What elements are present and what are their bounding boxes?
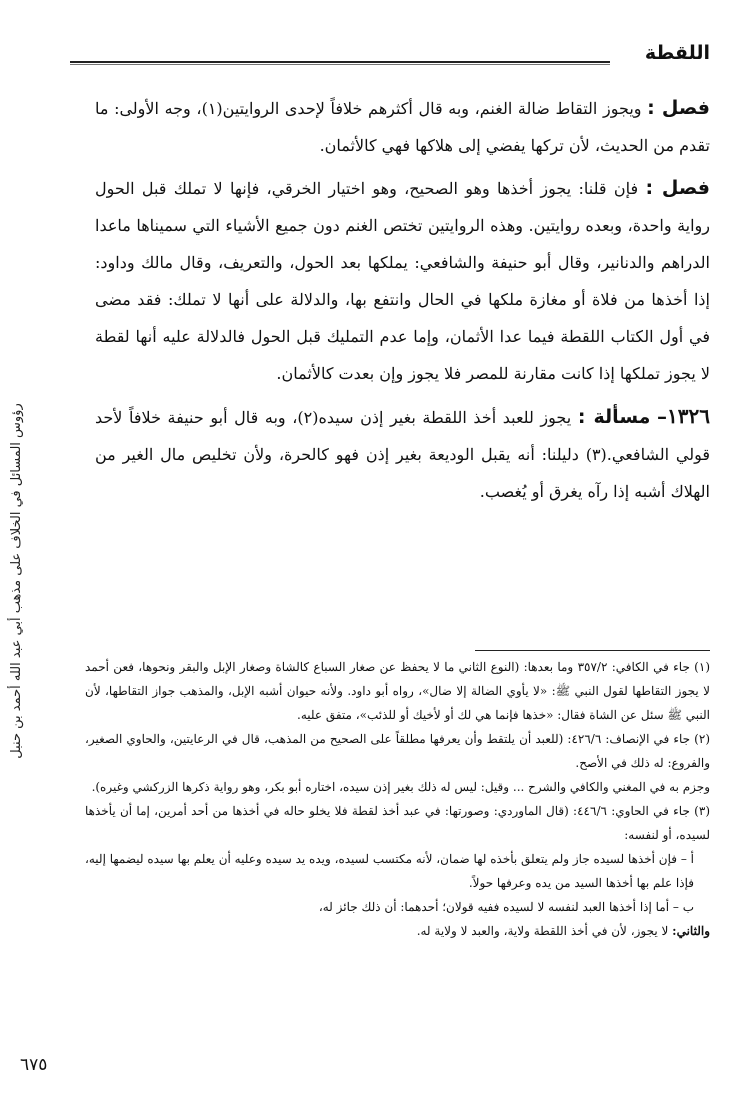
section-keyword: فصل : bbox=[647, 97, 710, 119]
footnote-3-item-b: ب – أما إذا أخذها العبد لنفسه لا لسيده ففيه قولان؛ أحدهما: أن ذلك جائز له، bbox=[318, 900, 694, 914]
footnote-3-second-text: لا يجوز، لأن في أخذ اللقطة ولاية، والعبد لا ولاية له. bbox=[416, 924, 669, 938]
paragraph-text: ويجوز التقاط ضالة الغنم، وبه قال أكثرهم خلافاً لإحدى الروايتين(١)، وجه الأولى: ما تقدم من الحديث، لأن تركها يفضي إلى هلاكها فهي كالأثمان. bbox=[95, 99, 710, 155]
footnotes bbox=[85, 655, 710, 943]
footnote-3-second bbox=[85, 919, 710, 943]
issue-number: ١٣٢٦– bbox=[657, 404, 710, 428]
paragraph-text: فإن قلنا: يجوز أخذها وهو الصحيح، وهو اختيار الخرقي، فإنها لا تملك قبل الحول رواية واحدة، وبعده روايتين. وهذه الروايتين تختص الغنم دون جميع الأشياء التي سميناها ماعدا الدراهم والدنانير، وقال أبو حنيفة والشافعي: يملكها بعد الحول، والتعريف، وقال مالك وداود: إذا أخذها من فلاة أو مغازة ملكها في الحال وانتفع بها، والدلالة على أنها لا تملك: فقد مضى في أول الكتاب اللقطة فيما عدا الأثمان، وإما عدم التمليك قبل الحول فالدلالة عليه أنها لقطة لا يجوز تملكها إذا كانت مقارنة للمصر فلا يجوز وإن بعدت كالأثمان. bbox=[95, 179, 710, 383]
paragraph-fasl-1 bbox=[95, 90, 710, 164]
side-book-title: رؤوس المسائل في الخلاف على مذهب أبي عبد الله أحمد بن حنبل bbox=[9, 403, 24, 759]
footnote-3-second-label: والثاني: bbox=[672, 924, 710, 938]
footnote-3: (٣) جاء في الحاوي: ٤٤٦/٦: (قال الماوردي: وصورتها: في عبد أخذ لقطة فلا يخلو حاله في أخذها من أحد أمرين، إما أن يأخذها لسيده، أو لنفسه: bbox=[85, 804, 710, 842]
page-number: ٦٧٥ bbox=[20, 1055, 48, 1075]
footnote-1: (١) جاء في الكافي: ٣٥٧/٢ وما بعدها: (النوع الثاني ما لا يحفظ عن صغار السباع كالشاة وصغار الإبل والبقر ونحوها، فعن أحمد لا يجوز التقاطها لقول النبي ﷺ: «لا يأوي الضالة إلا ضال»، رواه أبو داود. ولأنه حيوان أشبه الإبل، والمذهب جواز التقاطها، لأن النبي ﷺ سئل عن الشاة فقال: «خذها فإنما هي لك أو لأخيك أو للذئب»، متفق عليه. bbox=[85, 660, 711, 722]
footnote-3-item-a: أ – فإن أخذها لسيده جاز ولم يتعلق بأخذه لها ضمان، لأنه مكتسب لسيده، ويده يد سيده وعليه أن يعلم بها سيده ليضمها إليه، فإذا علم بها أخذها السيد من يده وعرفها حولاً. bbox=[85, 852, 694, 890]
footnote-rule bbox=[475, 650, 710, 651]
section-keyword: فصل : bbox=[645, 177, 711, 199]
issue-keyword: مسألة : bbox=[577, 406, 651, 428]
running-title: اللقطة bbox=[644, 42, 710, 64]
main-text bbox=[95, 90, 710, 516]
footnote-2-cont: وجزم به في المغني والكافي والشرح ... وقيل: ليس له ذلك بغير إذن سيده، اختاره أبو بكر، وهو رواية ذكرها الزركشي وغيره). bbox=[91, 780, 710, 794]
paragraph-masala bbox=[95, 398, 710, 510]
paragraph-text: يجوز للعبد أخذ اللقطة بغير إذن سيده(٢)، وبه قال أبو حنيفة خلافاً لأحد قولي الشافعي.(٣) دليلنا: أنه يقبل الوديعة بغير إذن فهو كالحرة، ولأن تخليص مال الغير من الهلاك أشبه إذا رآه يغرق أو يُغصب. bbox=[95, 408, 710, 501]
running-header bbox=[70, 38, 710, 68]
footnote-2: (٢) جاء في الإنصاف: ٤٢٦/٦: (للعبد أن يلتقط وأن يعرفها مطلقاً على الصحيح من المذهب، قال في الرعايتين، والحاوي الصغير، والفروع: له ذلك في الأصح. bbox=[85, 732, 710, 770]
header-rule bbox=[70, 61, 610, 65]
paragraph-fasl-2 bbox=[95, 170, 710, 392]
